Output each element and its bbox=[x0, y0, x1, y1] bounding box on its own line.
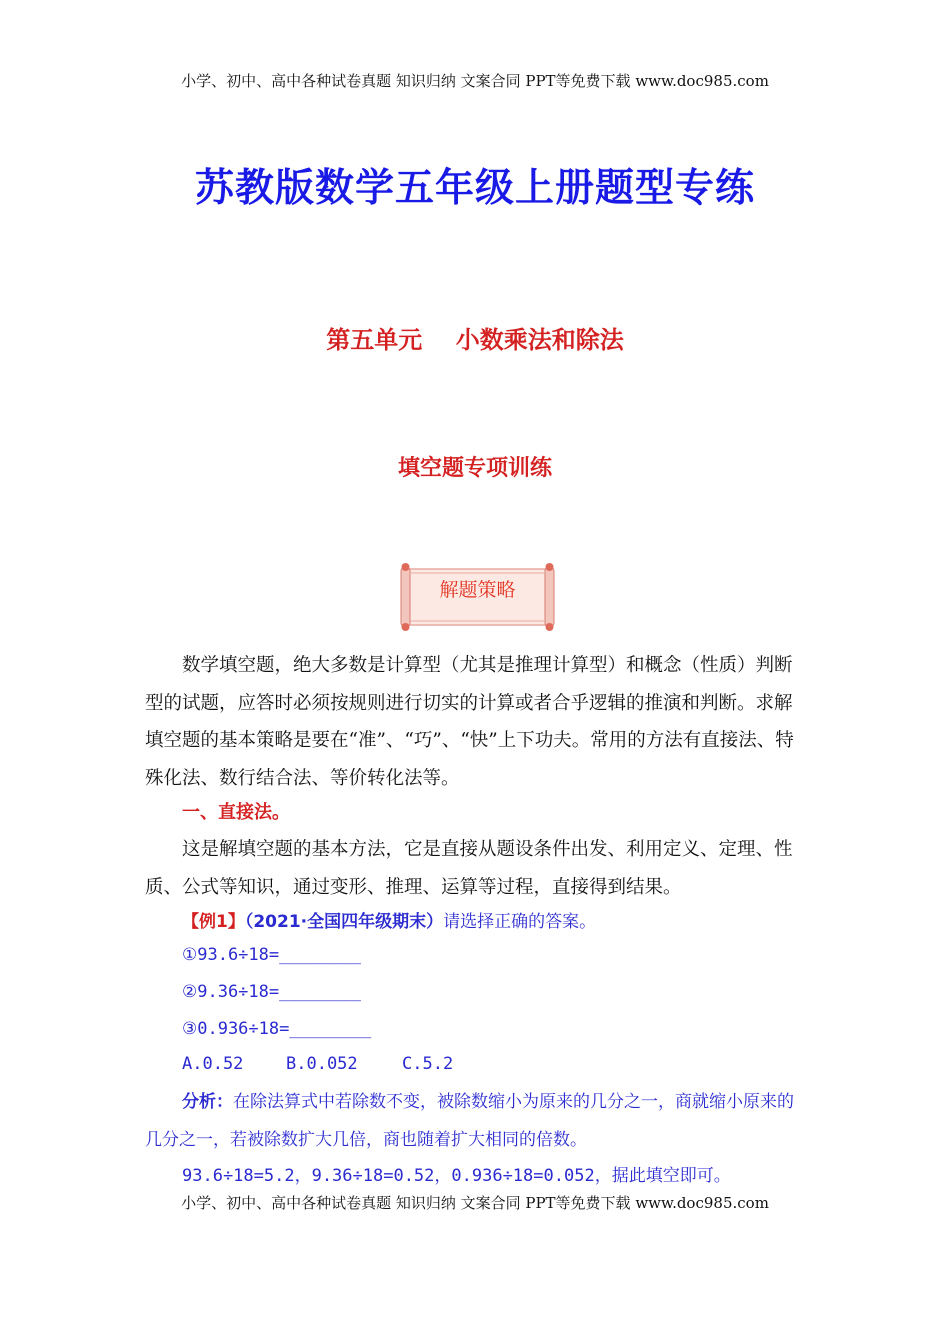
intro-paragraph: 数学填空题，绝大多数是计算型（尤其是推理计算型）和概念（性质）判断型的试题，应答时必须按规则进行切实的计算或者合乎逻辑的推演和判断。求解填空题的基本策略是要在“准”、“巧”、“快”上下功夫。常用的方法有直接法、特殊化法、数行结合法、等价转化法等。 bbox=[145, 655, 794, 789]
answer-options bbox=[182, 1054, 453, 1074]
answer-line: 93.6÷18=5.2，9.36÷18=0.52，0.936÷18=0.052，据此填空即可。 bbox=[182, 1166, 731, 1186]
analysis-text: 在除法算式中若除数不变，被除数缩小为原来的几分之一，商就缩小原来的几分之一，若被除数扩大几倍，商也随着扩大相同的倍数。 bbox=[145, 1092, 794, 1150]
question-1: ①93.6÷18=________ bbox=[182, 945, 361, 965]
example-title bbox=[182, 907, 596, 932]
analysis-paragraph bbox=[145, 1084, 805, 1159]
option-a: A.0.52 bbox=[182, 1054, 244, 1074]
unit-heading: 第五单元 小数乘法和除法 bbox=[326, 326, 624, 354]
example-label: 【例1】 bbox=[182, 912, 245, 932]
option-c: C.5.2 bbox=[402, 1054, 454, 1074]
option-b: B.0.052 bbox=[286, 1054, 358, 1074]
question-3: ③0.936÷18=________ bbox=[182, 1019, 372, 1039]
section-subtitle: 填空题专项训练 bbox=[397, 456, 552, 481]
page-header: 小学、初中、高中各种试卷真题 知识归纳 文案合同 PPT等免费下载 www.doc985.com bbox=[181, 72, 769, 90]
analysis-label: 分析： bbox=[182, 1092, 233, 1112]
banner-label: 解题策略 bbox=[439, 579, 516, 601]
document-title: 苏教版数学五年级上册题型专练 bbox=[194, 166, 755, 211]
scroll-banner-icon bbox=[395, 563, 560, 631]
example-source: （2021·全国四年级期末） bbox=[244, 912, 444, 932]
page-footer: 小学、初中、高中各种试卷真题 知识归纳 文案合同 PPT等免费下载 www.doc985.com bbox=[181, 1194, 769, 1212]
section-heading-direct-method: 一、直接法。 bbox=[182, 802, 290, 823]
question-2: ②9.36÷18=________ bbox=[182, 982, 361, 1002]
section-paragraph: 这是解填空题的基本方法，它是直接从题设条件出发、利用定义、定理、性质、公式等知识，通过变形、推理、运算等过程，直接得到结果。 bbox=[145, 839, 793, 898]
example-prompt: 请选择正确的答案。 bbox=[443, 912, 597, 932]
